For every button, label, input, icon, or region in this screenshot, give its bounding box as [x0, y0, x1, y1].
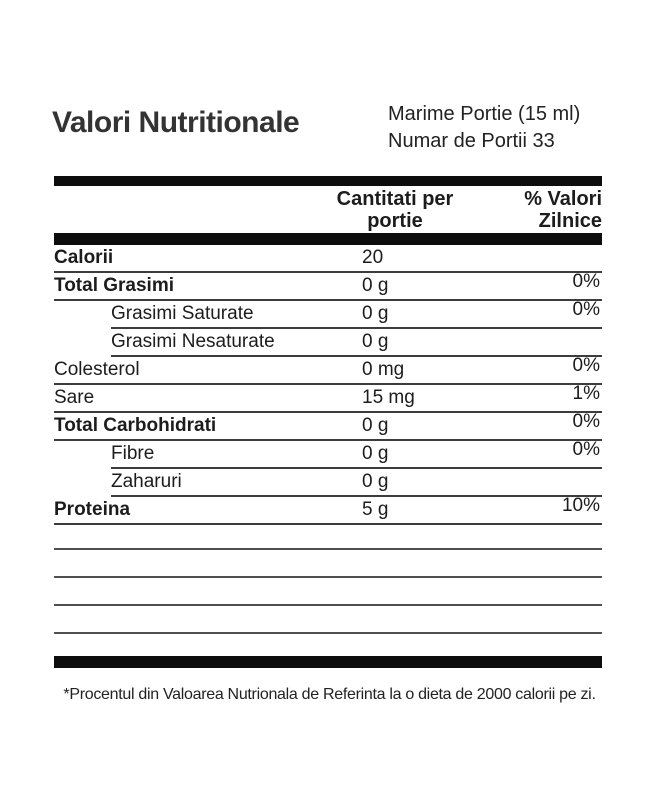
nutrient-name: Total Carbohidrati — [54, 415, 217, 436]
label-title: Valori Nutritionale — [52, 106, 300, 139]
empty-ruled-line — [54, 606, 602, 634]
nutrient-amount: 0 g — [362, 443, 389, 464]
empty-ruled-lines — [54, 525, 602, 634]
nutrient-rows — [54, 245, 602, 525]
nutrient-amount: 0 g — [362, 415, 389, 436]
nutrient-daily-value: 1% — [572, 383, 600, 404]
empty-ruled-line — [54, 525, 602, 550]
nutrient-daily-value: 10% — [561, 495, 600, 516]
nutrient-name: Proteina — [54, 499, 131, 520]
nutrient-amount: 0 g — [362, 275, 389, 296]
nutrient-daily-value: 0% — [572, 355, 600, 376]
table-row — [54, 413, 602, 441]
nutrient-amount: 5 g — [362, 499, 389, 520]
nutrient-daily-value: 0% — [572, 439, 600, 460]
servings-per-container: Numar de Portii 33 — [388, 130, 555, 152]
table-row — [54, 329, 602, 357]
column-headers — [54, 186, 602, 233]
column-header-amount-per-serving: Cantitati per portie — [336, 188, 454, 232]
nutrient-name: Sare — [54, 387, 95, 408]
column-header-daily-value: % Valori Zilnice — [524, 188, 602, 232]
table-row — [54, 273, 602, 301]
nutrient-name: Colesterol — [54, 359, 140, 380]
nutrient-amount: 0 g — [362, 303, 389, 324]
nutrient-name: Calorii — [54, 247, 114, 268]
nutrient-amount: 15 mg — [362, 387, 415, 408]
table-row — [54, 245, 602, 273]
nutrition-table — [54, 176, 602, 668]
nutrient-daily-value: 0% — [572, 411, 600, 432]
table-row — [54, 469, 602, 497]
table-row — [54, 497, 602, 525]
nutrient-name: Grasimi Nesaturate — [111, 331, 275, 352]
footnote: *Procentul din Valoarea Nutrionala de Referinta la o dieta de 2000 calorii pe zi. — [63, 686, 596, 703]
nutrient-daily-value: 0% — [572, 271, 600, 292]
table-row — [54, 357, 602, 385]
empty-line-rule — [54, 632, 602, 634]
table-row — [54, 385, 602, 413]
empty-ruled-line — [54, 550, 602, 578]
table-row — [54, 441, 602, 469]
nutrient-name: Fibre — [111, 443, 155, 464]
nutrient-amount: 0 mg — [362, 359, 405, 380]
divider-bar-bottom — [54, 656, 602, 668]
empty-ruled-line — [54, 578, 602, 606]
serving-size: Marime Portie (15 ml) — [388, 103, 581, 125]
nutrient-name: Zaharuri — [111, 471, 182, 492]
divider-bar-top — [54, 176, 602, 186]
nutrient-name: Grasimi Saturate — [111, 303, 254, 324]
nutrient-daily-value: 0% — [572, 299, 600, 320]
nutrient-amount: 0 g — [362, 331, 389, 352]
divider-bar-header — [54, 233, 602, 245]
nutrient-amount: 0 g — [362, 471, 389, 492]
nutrient-name: Total Grasimi — [54, 275, 175, 296]
nutrient-amount: 20 — [362, 247, 384, 268]
table-row — [54, 301, 602, 329]
serving-info — [388, 101, 580, 155]
